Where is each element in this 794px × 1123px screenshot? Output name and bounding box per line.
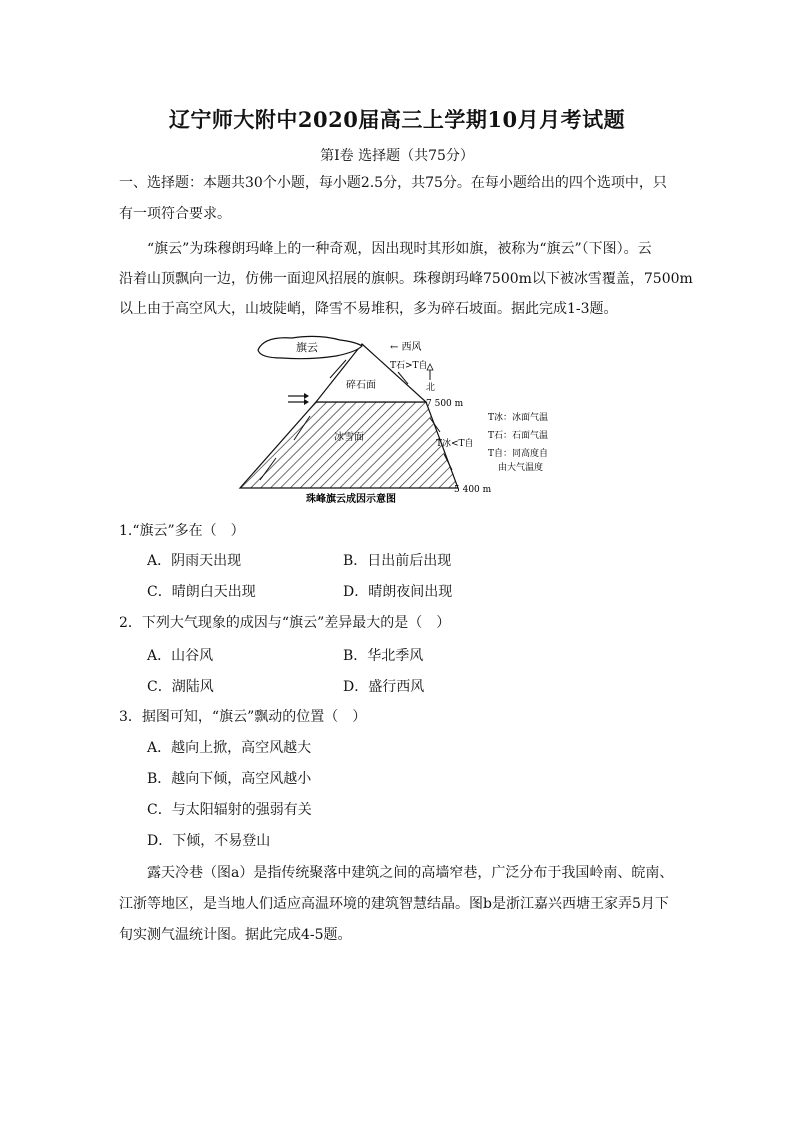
legend-item-2: T石：石面气温	[488, 431, 549, 441]
legend-item-3: T自：同高度自	[488, 449, 549, 459]
legend-item-1: T冰：冰面气温	[488, 413, 549, 423]
passage2-line-3: 旬实测气温统计图。据此完成4-5题。	[119, 927, 352, 943]
question-3-option-b[interactable]: B．越向下倾，高空风越小	[147, 771, 312, 787]
question-1-option-b[interactable]: B．日出前后出现	[343, 553, 452, 569]
question-1-option-d[interactable]: D．晴朗夜间出现	[343, 584, 453, 600]
section-subtitle: 第Ⅰ卷 选择题（共75分）	[320, 148, 474, 164]
ice-surface-label: 冰雪面	[334, 432, 364, 443]
question-3-option-d[interactable]: D．下倾，不易登山	[147, 833, 271, 849]
question-3-stem: 3．据图可知，“旗云”飘动的位置（ ）	[119, 709, 367, 725]
legend-item-4: 由大气温度	[498, 463, 544, 473]
rock-surface-label: 碎石面	[346, 380, 376, 391]
passage1-line-2: 沿着山顶飘向一边，仿佛一面迎风招展的旗帜。珠穆朗玛峰7500m以下被冰雪覆盖，7500m	[119, 271, 693, 287]
t-compare-bottom-label: T冰<T自	[436, 439, 474, 449]
question-2-option-c[interactable]: C．湖陆风	[147, 679, 214, 695]
west-wind-label: ← 西风	[390, 342, 422, 353]
alt-5400-label: 5 400 m	[454, 485, 492, 495]
section-intro-line-2: 有一项符合要求。	[119, 206, 231, 222]
page-title: 辽宁师大附中2020届高三上学期10月月考试题	[168, 107, 626, 132]
flag-cloud-label: 旗云	[296, 341, 318, 354]
section-intro-line-1: 一、选择题：本题共30个小题，每小题2.5分，共75分。在每小题给出的四个选项中，只	[119, 175, 667, 191]
ice-zone	[240, 402, 458, 488]
passage1-line-3: 以上由于高空风大，山坡陡峭，降雪不易堆积，多为碎石坡面。据此完成1-3题。	[119, 301, 618, 317]
question-2-option-d[interactable]: D．盛行西风	[343, 679, 425, 695]
question-1-option-a[interactable]: A．阴雨天出现	[147, 553, 242, 569]
passage1-line-1: “旗云”为珠穆朗玛峰上的一种奇观，因出现时其形如旗，被称为“旗云”（下图）。云	[147, 241, 652, 257]
alt-7500-label: 7 500 m	[426, 399, 464, 409]
question-2-option-b[interactable]: B．华北季风	[343, 648, 424, 664]
question-3-option-c[interactable]: C．与太阳辐射的强弱有关	[147, 802, 312, 818]
t-compare-top-label: T石>T自	[390, 361, 428, 371]
question-2-stem: 2．下列大气现象的成因与“旗云”差异最大的是（ ）	[119, 615, 451, 631]
passage2-line-2: 江浙等地区，是当地人们适应高温环境的建筑智慧结晶。图b是浙江嘉兴西塘王家弄5月下	[119, 896, 669, 912]
qomolangma-flag-cloud-diagram	[230, 330, 590, 510]
north-label: 北	[426, 383, 436, 393]
question-1-stem: 1.“旗云”多在（ ）	[119, 523, 245, 539]
question-3-option-a[interactable]: A．越向上掀，高空风越大	[147, 740, 312, 756]
question-2-option-a[interactable]: A．山谷风	[147, 648, 214, 664]
figure-caption: 珠峰旗云成因示意图	[306, 494, 396, 505]
passage2-line-1: 露天冷巷（图a）是指传统聚落中建筑之间的高墙窄巷，广泛分布于我国岭南、皖南、	[147, 865, 674, 881]
question-1-option-c[interactable]: C．晴朗白天出现	[147, 584, 256, 600]
